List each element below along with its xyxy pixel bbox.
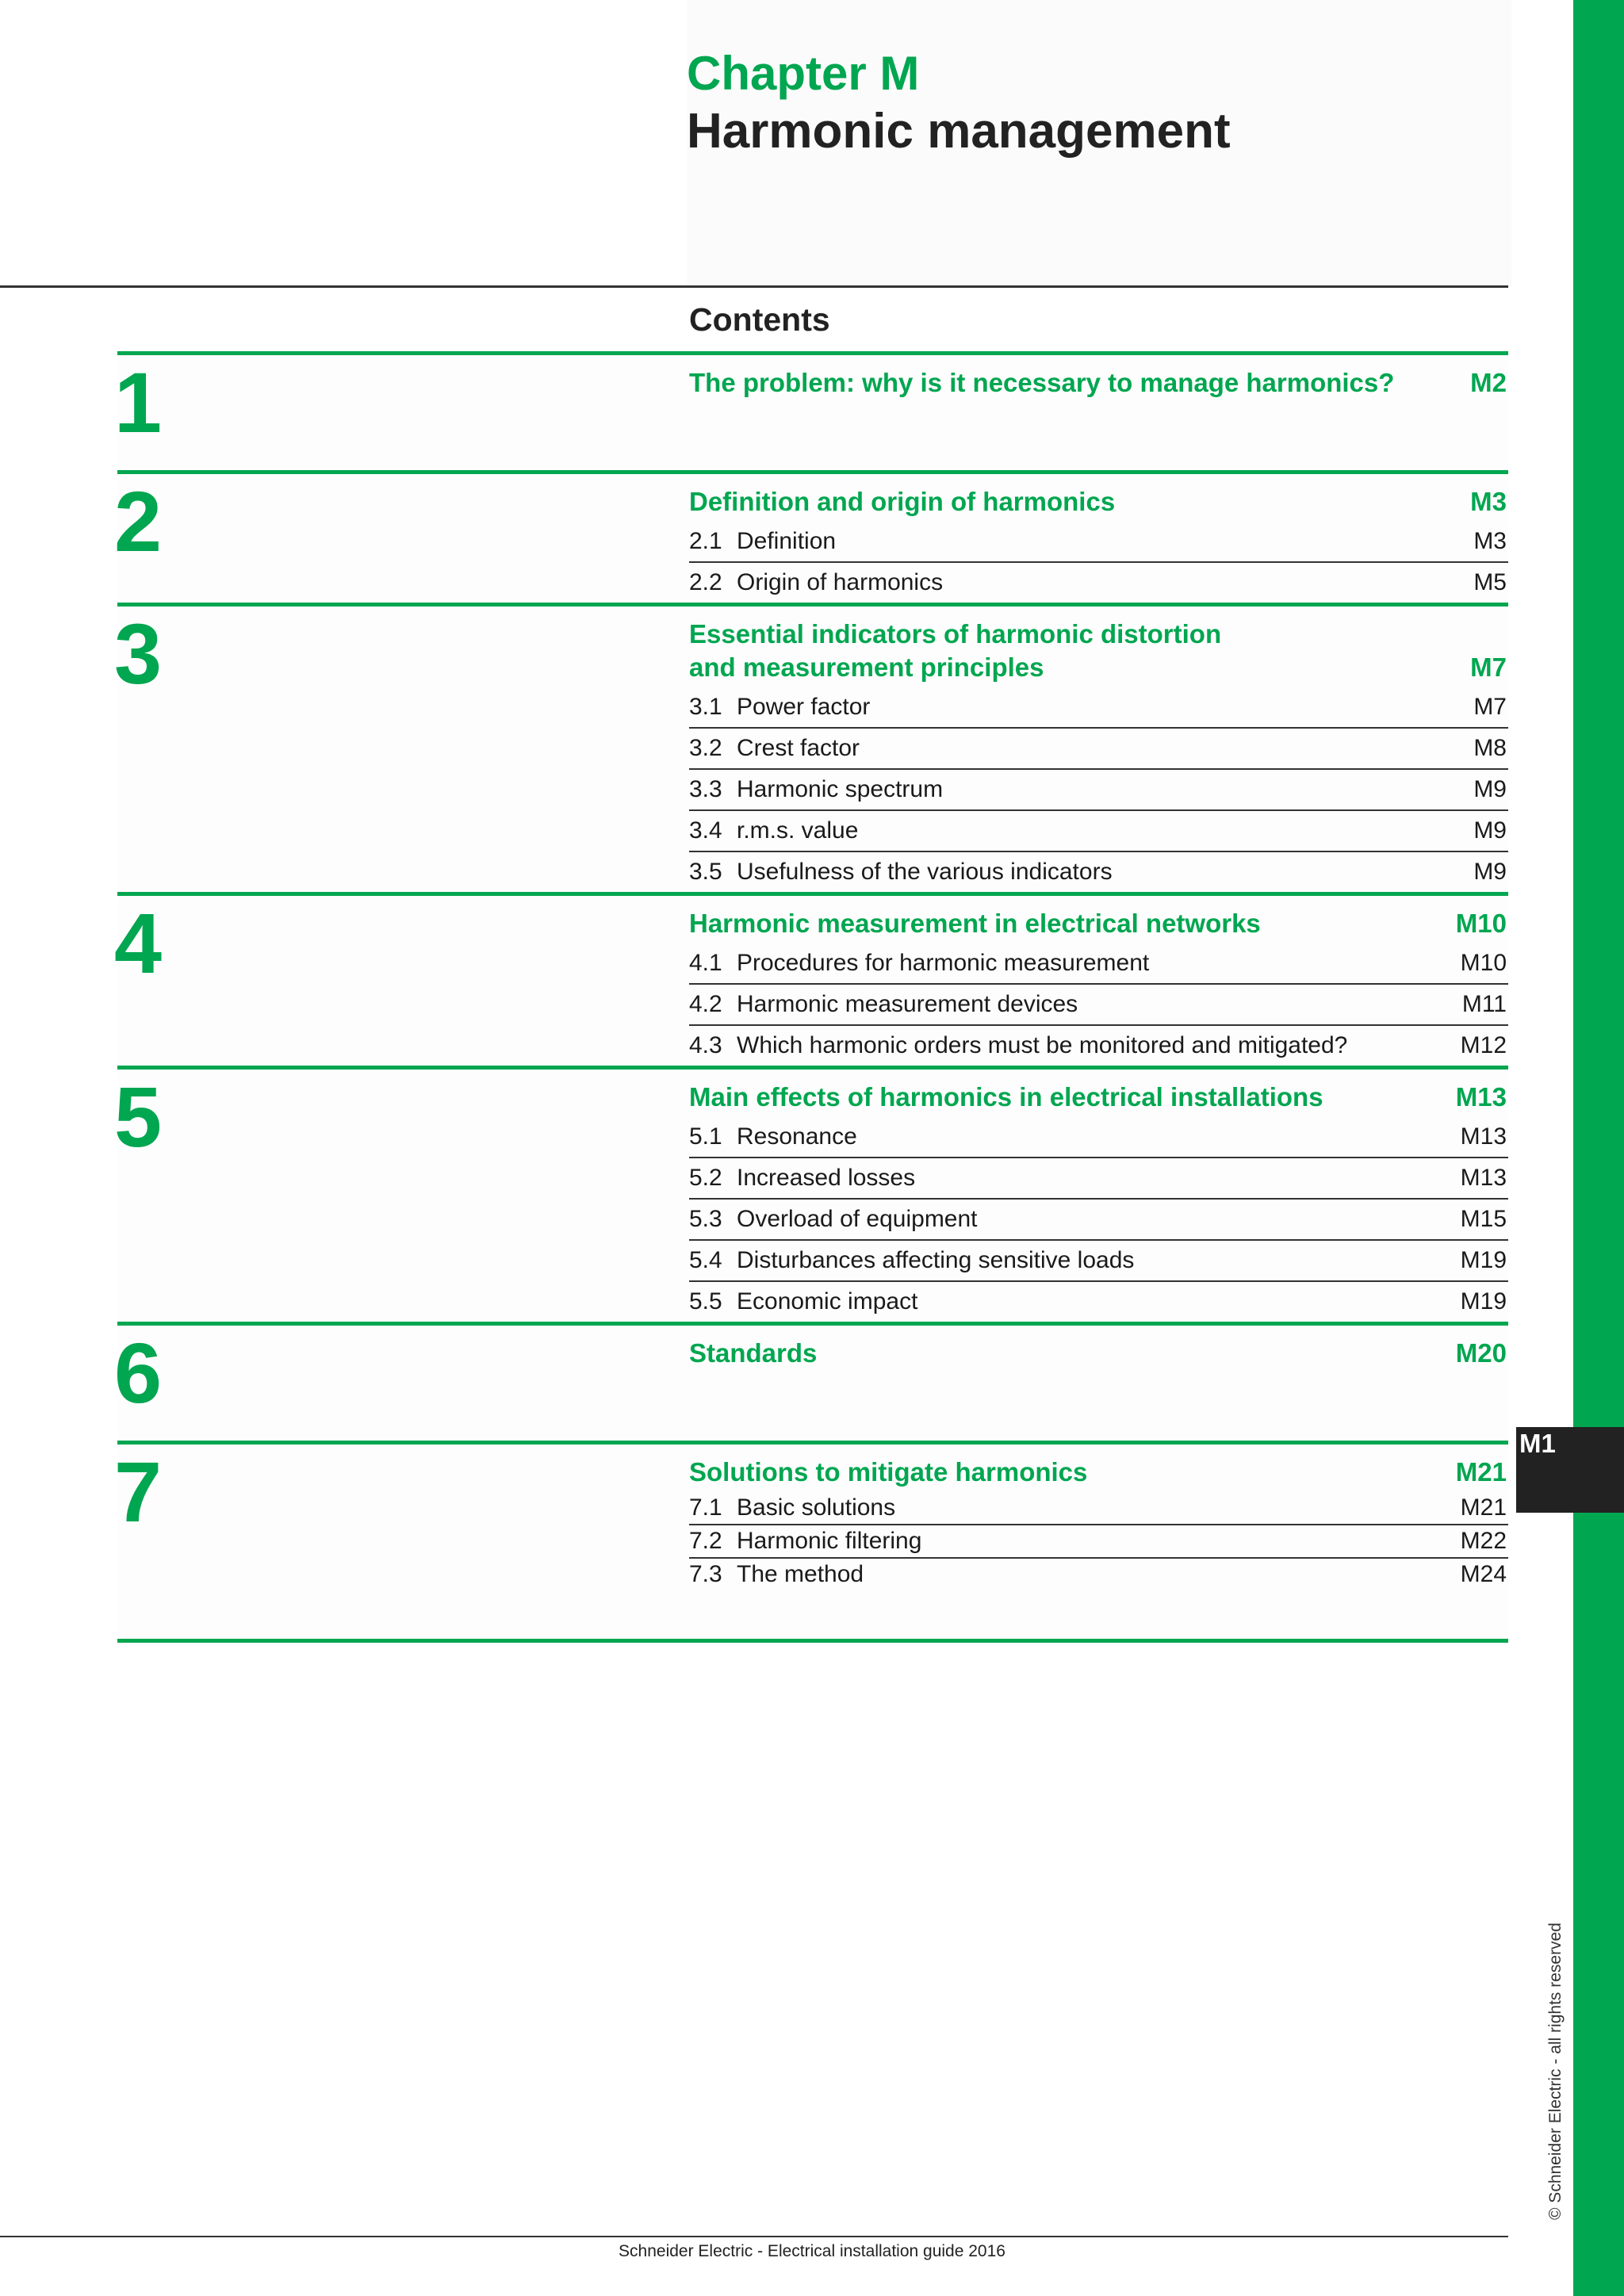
- section-number: 6: [114, 1325, 163, 1421]
- entry-page-ref: M9: [1473, 817, 1507, 844]
- entry-page-ref: M24: [1460, 1561, 1507, 1587]
- toc-entry[interactable]: [689, 1117, 1508, 1158]
- toc-entry[interactable]: [689, 729, 1508, 770]
- entry-label: Which harmonic orders must be monitored and mitigated?: [737, 1032, 1348, 1058]
- toc-entry[interactable]: [689, 563, 1508, 603]
- toc-entry[interactable]: [689, 811, 1508, 852]
- toc-entry[interactable]: [689, 522, 1508, 563]
- toc-section-6: [114, 1322, 1508, 1441]
- entry-number: 7.2: [689, 1528, 722, 1554]
- entry-number: 3.5: [689, 859, 722, 885]
- toc-entry[interactable]: [689, 1158, 1508, 1200]
- toc-entry[interactable]: [689, 1026, 1508, 1066]
- footer-text: Schneider Electric - Electrical installation guide 2016: [619, 2242, 1005, 2260]
- entry-label: Increased losses: [737, 1165, 916, 1191]
- entry-number: 4.3: [689, 1032, 722, 1058]
- entry-page-ref: M19: [1460, 1247, 1507, 1273]
- entry-label: Basic solutions: [737, 1494, 896, 1521]
- entry-number: 4.1: [689, 950, 722, 976]
- entry-number: 3.4: [689, 817, 722, 844]
- entry-label: Harmonic measurement devices: [737, 991, 1078, 1017]
- toc-entry[interactable]: [689, 1525, 1508, 1559]
- section-page-ref: M13: [1455, 1082, 1507, 1112]
- entry-page-ref: M5: [1473, 569, 1507, 595]
- entry-label: r.m.s. value: [737, 817, 859, 844]
- entry-label: Economic impact: [737, 1288, 918, 1314]
- section-heading-link[interactable]: [689, 1456, 1508, 1489]
- entry-page-ref: M7: [1473, 694, 1507, 720]
- toc-entry[interactable]: [689, 985, 1508, 1026]
- toc-section-4: [114, 892, 1508, 1066]
- toc-section-5: [114, 1066, 1508, 1322]
- section-title-line: Solutions to mitigate harmonics: [689, 1457, 1088, 1487]
- entry-page-ref: M9: [1473, 776, 1507, 802]
- section-heading-link[interactable]: [689, 618, 1508, 684]
- entry-number: 4.2: [689, 991, 722, 1017]
- copyright-notice: © Schneider Electric - all rights reserved: [1546, 1923, 1565, 2220]
- section-number: 3: [114, 606, 163, 702]
- entry-number: 2.2: [689, 569, 722, 595]
- toc-entry[interactable]: [689, 770, 1508, 811]
- entry-page-ref: M22: [1460, 1528, 1507, 1554]
- entry-page-ref: M10: [1460, 950, 1507, 976]
- entry-label: Overload of equipment: [737, 1206, 978, 1232]
- entry-page-ref: M3: [1473, 528, 1507, 554]
- section-page-ref: M3: [1470, 487, 1507, 516]
- entry-number: 3.3: [689, 776, 722, 802]
- section-number: 1: [114, 354, 163, 450]
- toc-entry[interactable]: [689, 1200, 1508, 1241]
- section-title-line: Definition and origin of harmonics: [689, 487, 1116, 516]
- toc-section-2: [114, 470, 1508, 603]
- entry-number: 5.4: [689, 1247, 722, 1273]
- entry-number: 5.3: [689, 1206, 722, 1232]
- entry-page-ref: M13: [1460, 1123, 1507, 1150]
- toc-entry[interactable]: [689, 852, 1508, 892]
- section-title-line: Standards: [689, 1338, 818, 1368]
- entry-number: 2.1: [689, 528, 722, 554]
- section-title-line: Harmonic measurement in electrical networks: [689, 909, 1261, 938]
- table-of-contents: [114, 351, 1508, 1643]
- footer-divider: [0, 2236, 1508, 2237]
- section-number: 5: [114, 1069, 163, 1165]
- section-number: 7: [114, 1444, 163, 1540]
- section-page-ref: M10: [1455, 909, 1507, 938]
- toc-entry[interactable]: [689, 1559, 1508, 1590]
- section-title-line: Essential indicators of harmonic distortion: [689, 619, 1222, 649]
- section-heading-link[interactable]: [689, 1337, 1508, 1370]
- entry-page-ref: M21: [1460, 1494, 1507, 1521]
- entry-label: Power factor: [737, 694, 871, 720]
- entry-number: 3.1: [689, 694, 722, 720]
- page-number-tab: M1: [1516, 1427, 1624, 1513]
- green-side-bar: [1573, 0, 1624, 2296]
- toc-entry[interactable]: [689, 687, 1508, 729]
- entry-label: Disturbances affecting sensitive loads: [737, 1247, 1135, 1273]
- section-number: 4: [114, 895, 163, 991]
- toc-section-7: [114, 1441, 1508, 1643]
- entry-number: 7.3: [689, 1561, 722, 1587]
- section-title-line: and measurement principles: [689, 652, 1044, 682]
- entry-number: 5.1: [689, 1123, 722, 1150]
- entry-page-ref: M11: [1461, 991, 1507, 1017]
- chapter-label: Chapter M: [687, 47, 920, 100]
- section-heading-link[interactable]: [689, 907, 1508, 940]
- entry-label: The method: [737, 1561, 864, 1587]
- entry-number: 5.5: [689, 1288, 722, 1314]
- chapter-title: Harmonic management: [687, 104, 1231, 159]
- entry-number: 3.2: [689, 735, 722, 761]
- toc-section-1: [114, 351, 1508, 470]
- entry-page-ref: M8: [1473, 735, 1507, 761]
- section-heading-link[interactable]: [689, 1081, 1508, 1114]
- entry-label: Resonance: [737, 1123, 857, 1150]
- header-divider: [0, 285, 1508, 288]
- contents-heading: Contents: [689, 301, 830, 338]
- toc-entry[interactable]: [689, 943, 1508, 985]
- section-number: 2: [114, 473, 163, 569]
- toc-entry[interactable]: [689, 1282, 1508, 1322]
- section-page-ref: M2: [1470, 368, 1507, 397]
- toc-section-3: [114, 603, 1508, 892]
- section-heading-link[interactable]: [689, 366, 1508, 400]
- section-title-line: The problem: why is it necessary to manage harmonics?: [689, 368, 1395, 397]
- section-page-ref: M20: [1455, 1338, 1507, 1368]
- section-heading-link[interactable]: [689, 485, 1508, 519]
- entry-label: Origin of harmonics: [737, 569, 944, 595]
- entry-page-ref: M12: [1460, 1032, 1507, 1058]
- section-title-line: Main effects of harmonics in electrical installations: [689, 1082, 1323, 1112]
- section-page-ref: M21: [1455, 1457, 1507, 1487]
- entry-page-ref: M19: [1460, 1288, 1507, 1314]
- entry-label: Crest factor: [737, 735, 860, 761]
- entry-page-ref: M13: [1460, 1165, 1507, 1191]
- entry-page-ref: M15: [1460, 1206, 1507, 1232]
- entry-number: 5.2: [689, 1165, 722, 1191]
- entry-label: Harmonic spectrum: [737, 776, 944, 802]
- toc-entry[interactable]: [689, 1241, 1508, 1282]
- toc-entry[interactable]: [689, 1492, 1508, 1525]
- section-page-ref: M7: [1470, 652, 1507, 682]
- entry-label: Definition: [737, 528, 837, 554]
- entry-label: Usefulness of the various indicators: [737, 859, 1113, 885]
- entry-label: Procedures for harmonic measurement: [737, 950, 1150, 976]
- entry-label: Harmonic filtering: [737, 1528, 922, 1554]
- entry-page-ref: M9: [1473, 859, 1507, 885]
- entry-number: 7.1: [689, 1494, 722, 1521]
